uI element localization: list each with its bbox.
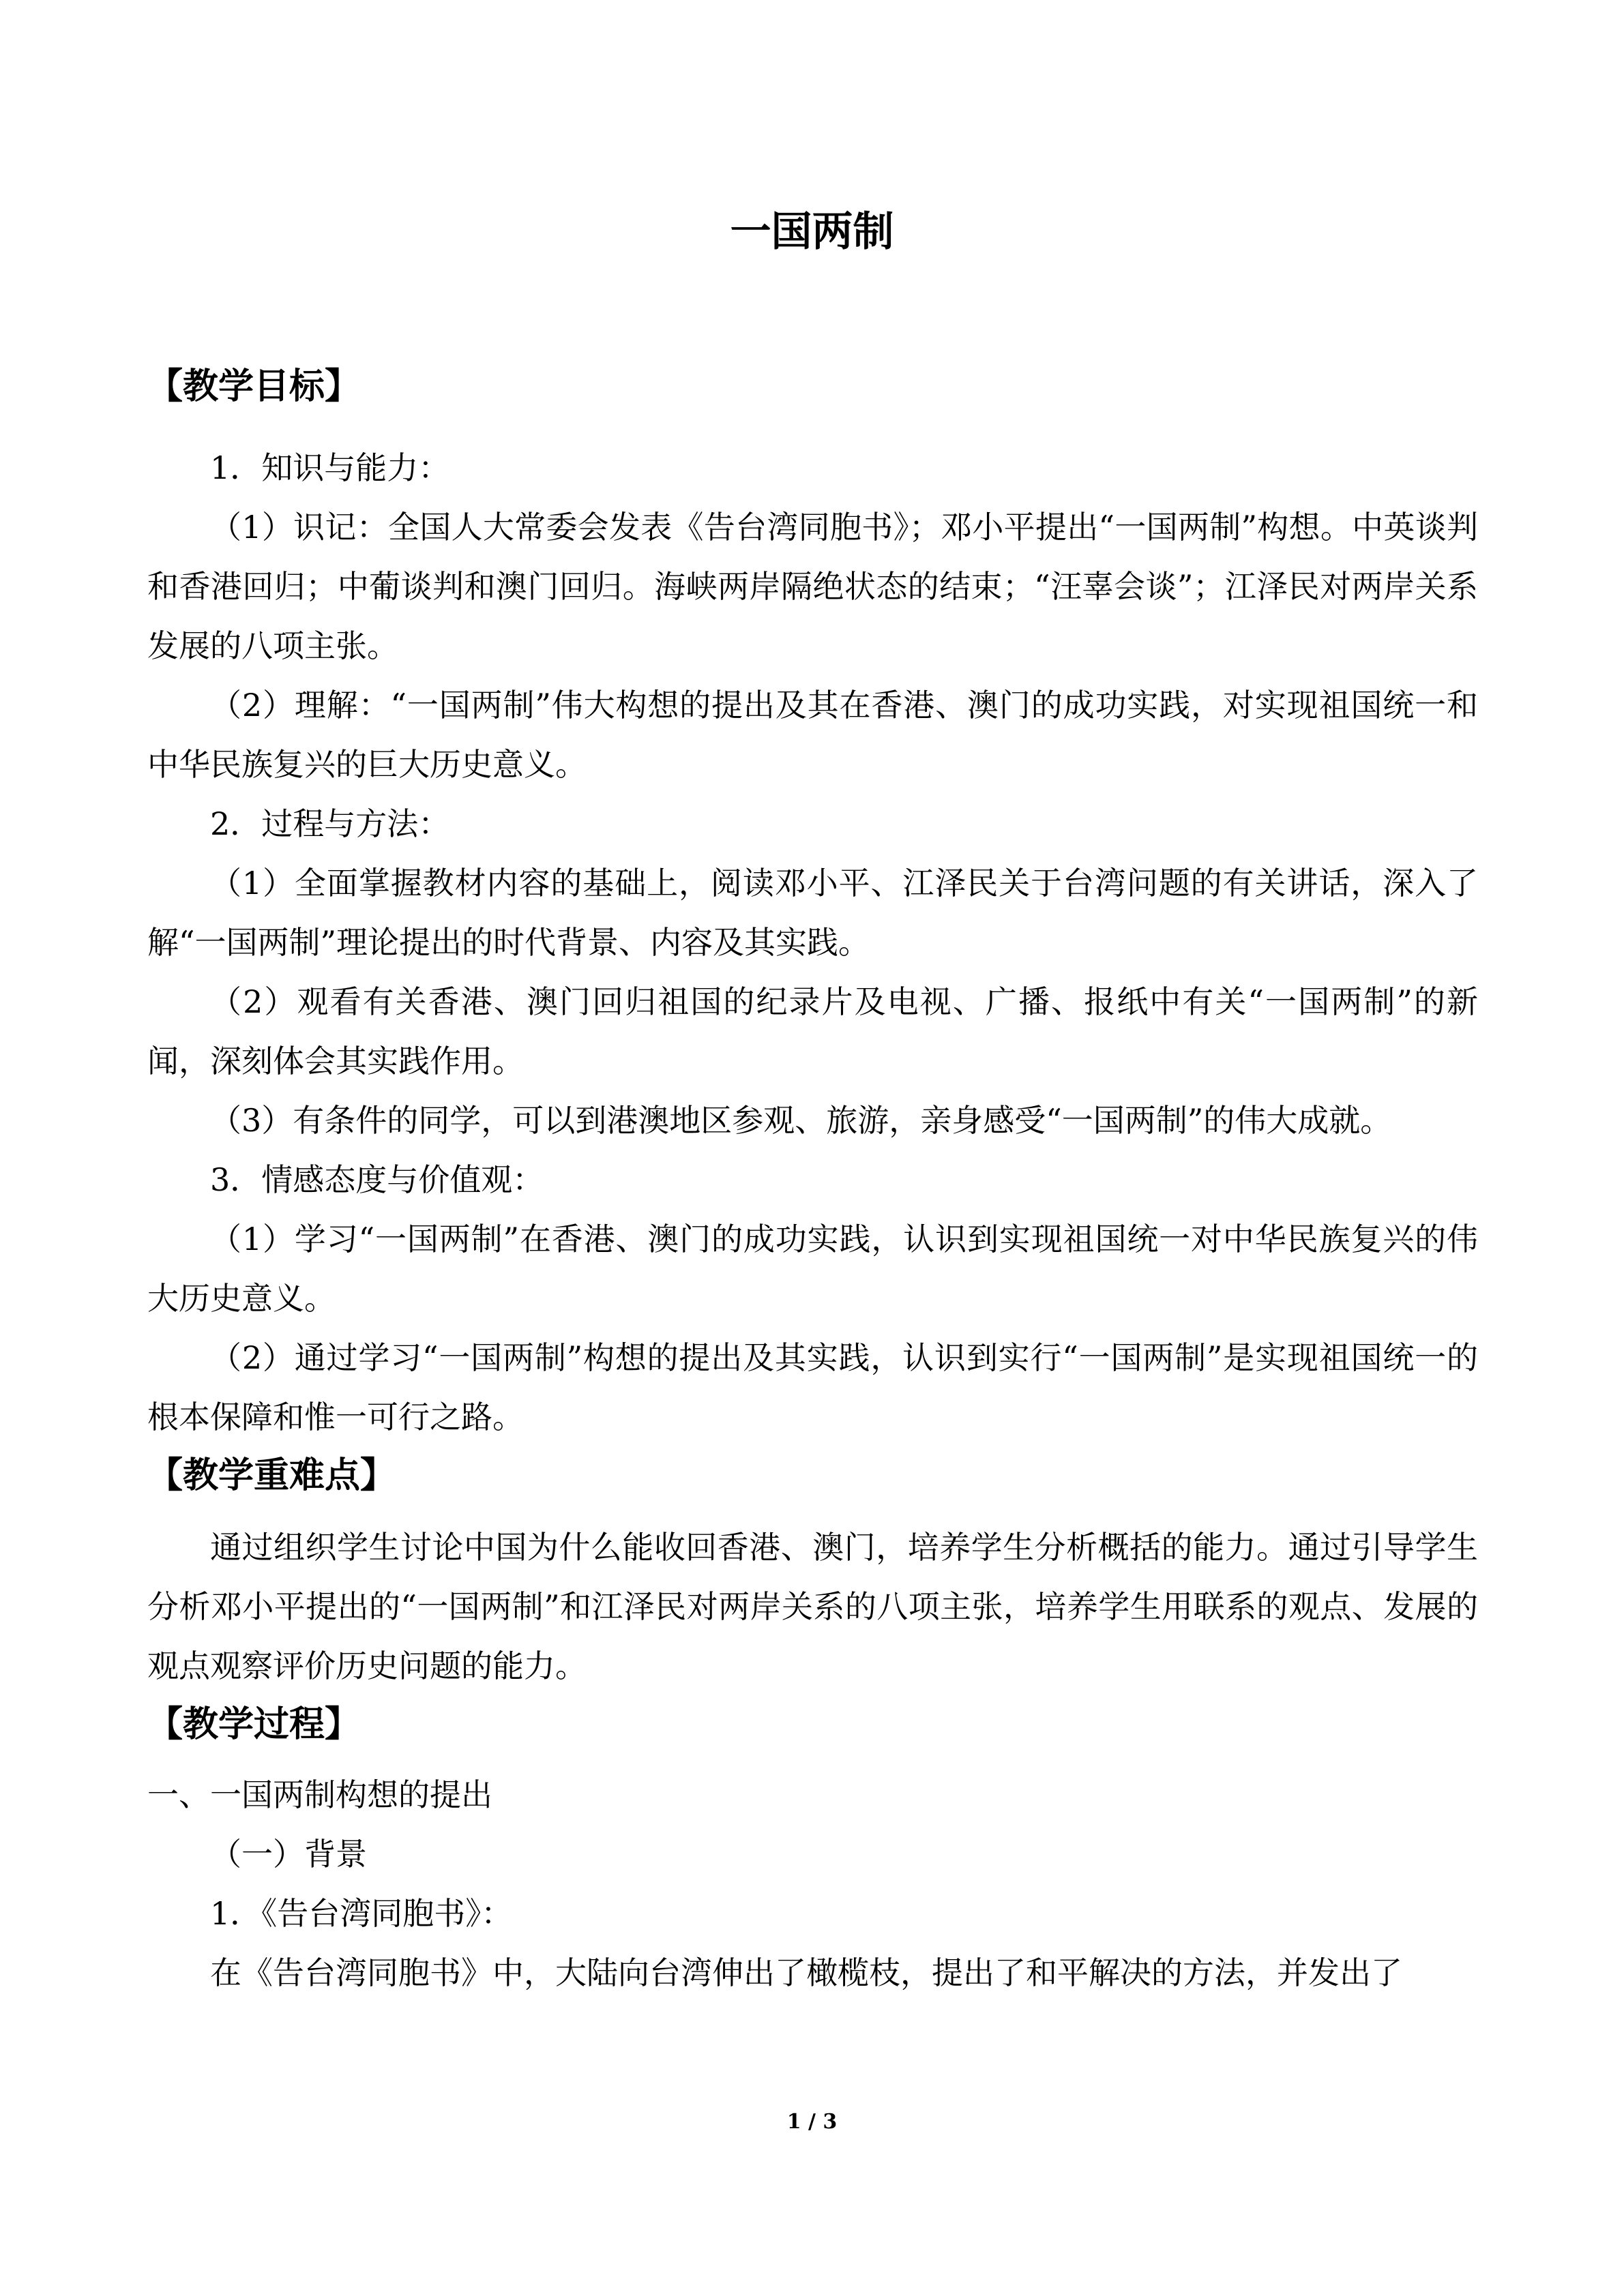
section-heading-key-points: 【教学重难点】 xyxy=(147,1455,396,1496)
paragraph: 一、一国两制构想的提出 xyxy=(147,1776,492,1813)
paragraph: 通过组织学生讨论中国为什么能收回香港、澳门，培养学生分析概括的能力。通过引导学生分析邓小平提出的“一国两制”和江泽民对两岸关系的八项主张，培养学生用联系的观点、发展的观点观察评价历史问题的能力。 xyxy=(147,1529,1478,1684)
paragraph: （2）观看有关香港、澳门回归祖国的纪录片及电视、广播、报纸中有关“一国两制”的新闻，深刻体会其实践作用。 xyxy=(147,983,1478,1079)
page-number: 1 / 3 xyxy=(786,2110,838,2134)
paragraph: （1）学习“一国两制”在香港、澳门的成功实践，认识到实现祖国统一对中华民族复兴的伟大历史意义。 xyxy=(147,1221,1478,1317)
paragraph: （1）识记：全国人大常委会发表《告台湾同胞书》；邓小平提出“一国两制”构想。中英谈判和香港回归；中葡谈判和澳门回归。海峡两岸隔绝状态的结束；“汪辜会谈”；江泽民对两岸关系发展的八项主张。 xyxy=(147,509,1478,664)
paragraph: （2）理解：“一国两制”伟大构想的提出及其在香港、澳门的成功实践，对实现祖国统一和中华民族复兴的巨大历史意义。 xyxy=(147,687,1478,783)
page-title: 一国两制 xyxy=(730,208,894,256)
document-body xyxy=(147,358,1478,2003)
paragraph: 1．知识与能力： xyxy=(210,449,450,486)
paragraph: （3）有条件的同学，可以到港澳地区参观、旅游，亲身感受“一国两制”的伟大成就。 xyxy=(210,1102,1392,1139)
paragraph: 1．《告台湾同胞书》： xyxy=(210,1895,513,1932)
paragraph: 2．过程与方法： xyxy=(210,805,450,842)
paragraph: 在《告台湾同胞书》中，大陆向台湾伸出了橄榄枝，提出了和平解决的方法，并发出了 xyxy=(210,1954,1402,1991)
section-heading-objectives: 【教学目标】 xyxy=(147,366,361,407)
paragraph: （一）背景 xyxy=(210,1836,367,1873)
paragraph: （2）通过学习“一国两制”构想的提出及其实践，认识到实行“一国两制”是实现祖国统一的根本保障和惟一可行之路。 xyxy=(147,1339,1478,1435)
section-heading-process: 【教学过程】 xyxy=(147,1704,361,1745)
paragraph: 3．情感态度与价值观： xyxy=(210,1161,544,1198)
paragraph: （1）全面掌握教材内容的基础上，阅读邓小平、江泽民关于台湾问题的有关讲话，深入了解“一国两制”理论提出的时代背景、内容及其实践。 xyxy=(147,865,1478,961)
